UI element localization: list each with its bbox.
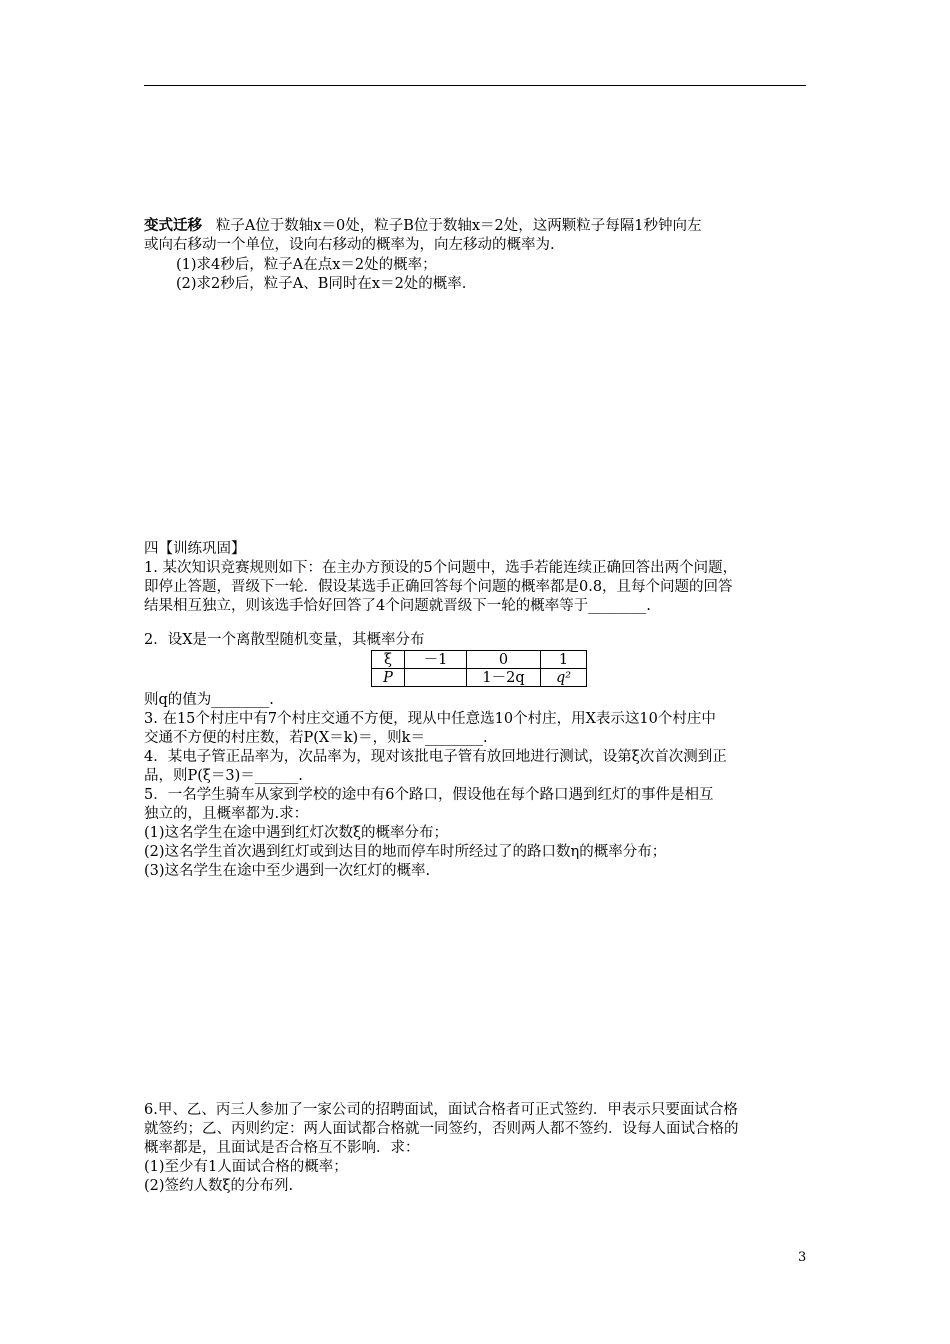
table-cell: P bbox=[372, 669, 405, 687]
table-cell: 0 bbox=[467, 651, 541, 669]
table-cell: －1 bbox=[405, 651, 467, 669]
problem-4-line-1: 4．某电子管正品率为，次品率为，现对该批电子管有放回地进行测试，设第ξ次首次测到正 bbox=[144, 749, 727, 765]
table-row bbox=[372, 669, 587, 687]
training-heading: 四【训练巩固】 bbox=[144, 541, 246, 557]
problem-4-line-2: 品，则P(ξ＝3)＝______. bbox=[144, 768, 303, 784]
variant-line-2: 或向右移动一个单位，设向右移动的概率为，向左移动的概率为. bbox=[144, 237, 555, 253]
variant-question-2: (2)求2秒后，粒子A、B同时在x＝2处的概率. bbox=[176, 276, 467, 292]
variant-text-1: 粒子A位于数轴x＝0处，粒子B位于数轴x＝2处，这两颗粒子每隔1秒钟向左 bbox=[215, 218, 702, 234]
table-row bbox=[372, 651, 587, 669]
problem-1-line-1: 1. 某次知识竞赛规则如下：在主办方预设的5个问题中，选手若能连续正确回答出两个问题， bbox=[144, 560, 738, 576]
header-rule bbox=[144, 85, 806, 86]
variant-heading: 变式迁移 bbox=[144, 217, 202, 234]
probability-distribution-table bbox=[371, 650, 587, 687]
table-cell: q² bbox=[541, 669, 587, 687]
problem-6-sub-2: (2)签约人数ξ的分布列. bbox=[144, 1178, 294, 1194]
problem-5-sub-1: (1)这名学生在途中遇到红灯次数ξ的概率分布； bbox=[144, 825, 449, 841]
problem-6-sub-1: (1)至少有1人面试合格的概率； bbox=[144, 1159, 348, 1175]
problem-5-line-2: 独立的，且概率都为.求： bbox=[144, 806, 309, 822]
table-cell: 1－2q bbox=[467, 669, 541, 687]
problem-1-line-3: 结果相互独立，则该选手恰好回答了4个问题就晋级下一轮的概率等于________. bbox=[144, 598, 651, 614]
problem-2-tail: 则q的值为________. bbox=[144, 692, 274, 708]
table-cell bbox=[405, 669, 467, 687]
problem-6-line-1: 6.甲、乙、丙三人参加了一家公司的招聘面试，面试合格者可正式签约．甲表示只要面试合格 bbox=[144, 1102, 738, 1118]
problem-3-line-2: 交通不方便的村庄数，若P(X＝k)＝，则k＝________. bbox=[144, 730, 488, 746]
problem-6-line-2: 就签约；乙、丙则约定：两人面试都合格就一同签约，否则两人都不签约．设每人面试合格的 bbox=[144, 1121, 739, 1137]
table-cell: 1 bbox=[541, 651, 587, 669]
problem-5-line-1: 5．一名学生骑车从家到学校的途中有6个路口，假设他在每个路口遇到红灯的事件是相互 bbox=[144, 787, 714, 803]
problem-5-sub-2: (2)这名学生首次遇到红灯或到达目的地而停车时所经过了的路口数η的概率分布； bbox=[144, 844, 667, 860]
table-cell: ξ bbox=[372, 651, 405, 669]
variant-line-1 bbox=[144, 217, 701, 235]
problem-6-line-3: 概率都是，且面试是否合格互不影响．求： bbox=[144, 1140, 420, 1156]
problem-1-line-2: 即停止答题，晋级下一轮．假设某选手正确回答每个问题的概率都是0.8，且每个问题的回答 bbox=[144, 579, 733, 595]
page-number: 3 bbox=[798, 1250, 807, 1265]
problem-5-sub-3: (3)这名学生在途中至少遇到一次红灯的概率. bbox=[144, 863, 431, 879]
problem-2-intro: 2．设X是一个离散型随机变量，其概率分布 bbox=[144, 632, 425, 648]
problem-3-line-1: 3. 在15个村庄中有7个村庄交通不方便，现从中任意选10个村庄，用X表示这10个村庄中 bbox=[144, 711, 716, 727]
variant-question-1: (1)求4秒后，粒子A在点x＝2处的概率； bbox=[176, 257, 437, 273]
